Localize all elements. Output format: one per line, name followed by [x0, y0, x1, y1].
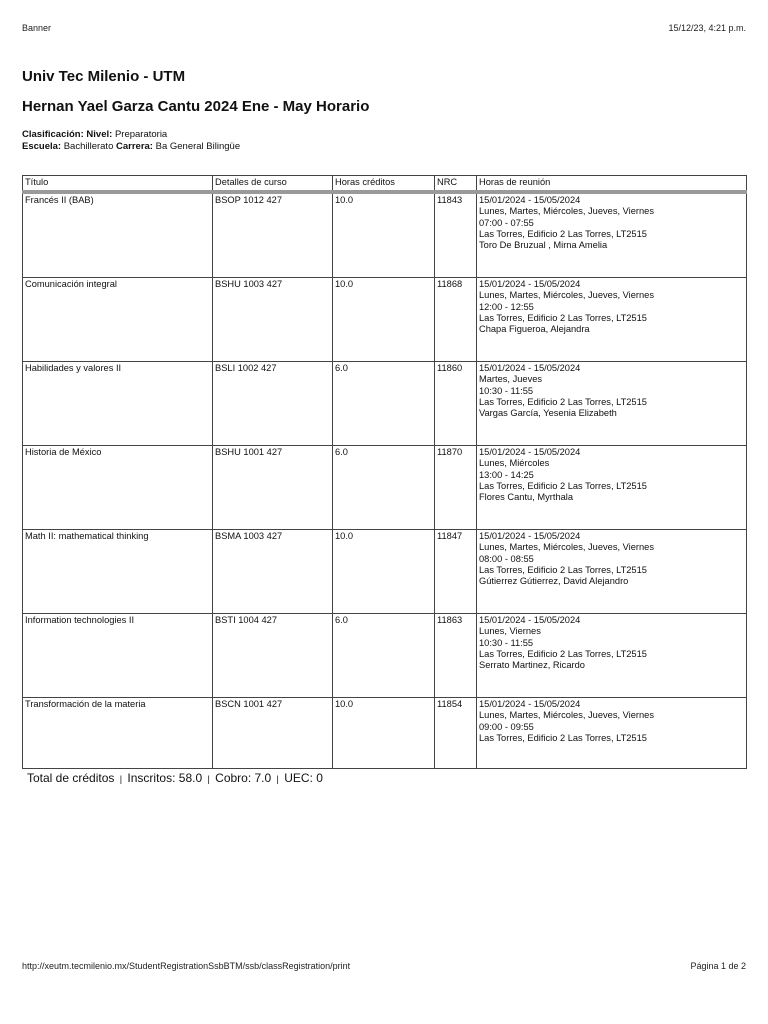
column-header-creditos: Horas créditos	[333, 176, 435, 193]
table-row	[23, 614, 747, 698]
course-details: BSCN 1001 427	[213, 698, 333, 769]
meeting-times	[477, 446, 747, 530]
print-footer-url: http://xeutm.tecmilenio.mx/StudentRegistrationSsbBTM/ssb/classRegistration/print	[22, 961, 351, 971]
table-row	[23, 278, 747, 362]
escuela-label: Escuela:	[22, 140, 62, 152]
total-credits-label: Total de créditos	[27, 771, 115, 785]
table-row	[23, 698, 747, 769]
summary-separator: |	[276, 774, 279, 784]
print-header-title: Banner	[22, 23, 52, 33]
meeting-line: Chapa Figueroa, Alejandra	[479, 324, 590, 335]
course-nrc: 11847	[435, 530, 477, 614]
course-title: Comunicación integral	[23, 278, 213, 362]
course-credits: 6.0	[333, 362, 435, 446]
course-credits: 6.0	[333, 446, 435, 530]
table-row	[23, 446, 747, 530]
escuela-value: Bachillerato	[63, 140, 114, 152]
course-nrc: 11854	[435, 698, 477, 769]
meeting-line: 15/01/2024 - 15/05/2024	[479, 363, 581, 373]
course-credits: 10.0	[333, 698, 435, 769]
table-row	[23, 530, 747, 614]
course-details: BSMA 1003 427	[213, 530, 333, 614]
meeting-line: 15/01/2024 - 15/05/2024	[479, 699, 581, 709]
meeting-line: 12:00 - 12:55	[479, 301, 534, 312]
enrolled-credits: Inscritos: 58.0	[127, 771, 203, 785]
course-nrc: 11860	[435, 362, 477, 446]
carrera-value: Ba General Bilingüe	[155, 140, 241, 152]
meeting-line: Las Torres, Edificio 2 Las Torres, LT2515	[479, 312, 647, 323]
course-title: Math II: mathematical thinking	[23, 530, 213, 614]
meeting-line: Las Torres, Edificio 2 Las Torres, LT2515	[479, 732, 647, 743]
nivel-label: Nivel:	[86, 129, 113, 140]
page-title: Hernan Yael Garza Cantu 2024 Ene - May Horario	[22, 98, 370, 115]
meeting-times	[477, 614, 747, 698]
clasificacion-label: Clasificación:	[22, 129, 84, 140]
meeting-line: Las Torres, Edificio 2 Las Torres, LT2515	[479, 228, 647, 239]
course-title: Historia de México	[23, 446, 213, 530]
meeting-line: Las Torres, Edificio 2 Las Torres, LT2515	[479, 480, 647, 491]
summary-separator: |	[207, 774, 210, 784]
meeting-line: Las Torres, Edificio 2 Las Torres, LT2515	[479, 396, 647, 407]
course-nrc: 11868	[435, 278, 477, 362]
info-line-escuela	[22, 141, 240, 153]
print-header-datetime: 15/12/23, 4:21 p.m.	[668, 23, 746, 33]
meeting-line: 10:30 - 11:55	[479, 637, 534, 648]
credits-summary	[27, 771, 323, 785]
meeting-line: 09:00 - 09:55	[479, 721, 534, 732]
course-details: BSLI 1002 427	[213, 362, 333, 446]
billing-credits: Cobro: 7.0	[215, 771, 272, 785]
meeting-line: Lunes, Viernes	[479, 626, 541, 637]
meeting-times	[477, 530, 747, 614]
meeting-line: Las Torres, Edificio 2 Las Torres, LT2515	[479, 564, 647, 575]
print-footer-page: Página 1 de 2	[690, 961, 746, 971]
meeting-line: Flores Cantu, Myrthala	[479, 492, 574, 503]
meeting-line: 15/01/2024 - 15/05/2024	[479, 447, 581, 457]
table-row	[23, 362, 747, 446]
meeting-line: Serrato Martinez, Ricardo	[479, 660, 585, 671]
meeting-line: 10:30 - 11:55	[479, 385, 534, 396]
student-info	[22, 129, 240, 152]
meeting-line: Lunes, Miércoles	[479, 458, 550, 469]
meeting-times	[477, 278, 747, 362]
column-header-titulo: Título	[23, 176, 213, 193]
column-header-reunion: Horas de reunión	[477, 176, 747, 193]
course-credits: 6.0	[333, 614, 435, 698]
course-title: Francés II (BAB)	[23, 192, 213, 278]
course-title: Information technologies II	[23, 614, 213, 698]
course-credits: 10.0	[333, 278, 435, 362]
meeting-line: Gútierrez Gútierrez, David Alejandro	[479, 576, 629, 587]
meeting-line: 08:00 - 08:55	[479, 553, 534, 564]
meeting-line: 15/01/2024 - 15/05/2024	[479, 195, 581, 205]
course-title: Habilidades y valores II	[23, 362, 213, 446]
course-details: BSHU 1003 427	[213, 278, 333, 362]
schedule-table-body	[23, 192, 747, 769]
carrera-label: Carrera:	[116, 140, 153, 152]
meeting-line: Lunes, Martes, Miércoles, Jueves, Viernes	[479, 542, 654, 553]
summary-separator: |	[119, 774, 123, 784]
meeting-line: 13:00 - 14:25	[479, 469, 534, 480]
meeting-line: Vargas García, Yesenia Elizabeth	[479, 408, 617, 419]
meeting-line: Lunes, Martes, Miércoles, Jueves, Viernes	[479, 710, 654, 721]
meeting-times	[477, 698, 747, 769]
schedule-table-container	[22, 175, 746, 769]
info-line-clasificacion	[22, 129, 240, 141]
uec-credits: UEC: 0	[284, 771, 323, 785]
meeting-line: Toro De Bruzual , Mirna Amelia	[479, 240, 608, 251]
nivel-value: Preparatoria	[114, 129, 168, 140]
meeting-line: 07:00 - 07:55	[479, 217, 534, 228]
course-nrc: 11863	[435, 614, 477, 698]
meeting-times	[477, 192, 747, 278]
meeting-line: Lunes, Martes, Miércoles, Jueves, Viernes	[479, 206, 654, 217]
meeting-line: 15/01/2024 - 15/05/2024	[479, 279, 581, 289]
column-header-nrc: NRC	[435, 176, 477, 193]
course-title: Transformación de la materia	[23, 698, 213, 769]
course-nrc: 11870	[435, 446, 477, 530]
schedule-table	[22, 175, 747, 769]
meeting-line: Las Torres, Edificio 2 Las Torres, LT2515	[479, 648, 647, 659]
table-row	[23, 192, 747, 278]
course-nrc: 11843	[435, 192, 477, 278]
table-header-row	[23, 176, 747, 193]
meeting-times	[477, 362, 747, 446]
institution-name: Univ Tec Milenio - UTM	[22, 68, 186, 85]
course-details: BSOP 1012 427	[213, 192, 333, 278]
course-credits: 10.0	[333, 530, 435, 614]
course-credits: 10.0	[333, 192, 435, 278]
course-details: BSTI 1004 427	[213, 614, 333, 698]
course-details: BSHU 1001 427	[213, 446, 333, 530]
meeting-line: 15/01/2024 - 15/05/2024	[479, 531, 581, 541]
meeting-line: 15/01/2024 - 15/05/2024	[479, 615, 581, 625]
meeting-line: Lunes, Martes, Miércoles, Jueves, Viernes	[479, 290, 654, 301]
column-header-detalles: Detalles de curso	[213, 176, 333, 193]
meeting-line: Martes, Jueves	[479, 374, 543, 385]
